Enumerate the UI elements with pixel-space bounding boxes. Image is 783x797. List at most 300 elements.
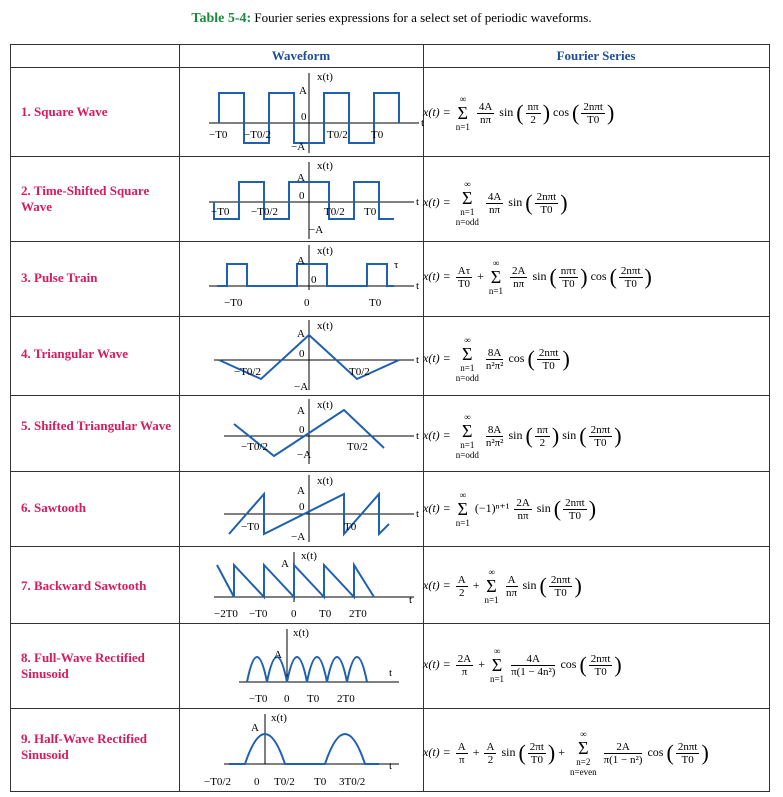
label-A: A [297, 172, 305, 184]
formula-part: ( [525, 423, 533, 448]
label-neg-A: −A [297, 449, 312, 461]
formula-part [506, 574, 518, 599]
formula-part: n=odd [455, 217, 479, 227]
formula-part: n=odd [455, 450, 479, 460]
row-name: 1. Square Wave [21, 104, 108, 119]
fourier-formula [423, 179, 568, 227]
formula-part: n=2 [576, 757, 591, 767]
formula-part: ( [527, 346, 535, 371]
formula-part: T0 [457, 277, 471, 290]
formula-part: x(t) = [423, 500, 451, 515]
label-t: t [416, 280, 420, 292]
formula-part: 2 [539, 436, 546, 449]
formula-part [589, 653, 613, 678]
caption-text: Fourier series expressions for a select set of periodic waveforms. [251, 10, 592, 25]
formula-part: ∞ [580, 729, 587, 739]
formula-part [456, 335, 479, 383]
formula-part: Σ [486, 576, 497, 596]
formula-part [511, 653, 555, 678]
formula-part [456, 94, 470, 132]
formula-part: 2nπt [538, 346, 559, 359]
row-name: 9. Half-Wave Rectified Sinusoid [21, 731, 147, 762]
formula-part: sin [499, 104, 514, 119]
label-neg-T0: −T0 [241, 521, 260, 533]
waveform-trace [229, 734, 379, 764]
backward-sawtooth-plot [199, 547, 429, 624]
formula-part: ∞ [488, 567, 495, 577]
formula-part: ( [666, 740, 674, 765]
formula-part: ∞ [464, 412, 471, 422]
formula-part [489, 258, 503, 296]
header-waveform: Waveform [271, 48, 331, 63]
waveform-plot [199, 157, 437, 242]
formula-part: nπ [517, 509, 529, 522]
formula-part [456, 265, 472, 290]
formula-part: Σ [462, 421, 473, 441]
half-wave-rectified-plot [199, 709, 429, 793]
fourier-formula [423, 567, 582, 605]
formula-part: A [457, 573, 466, 586]
label-T0-half: T0/2 [274, 776, 295, 788]
label-t: t [416, 354, 420, 366]
formula-part: x(t) = [423, 744, 451, 759]
formula-part: n=1 [484, 595, 499, 605]
formula-part: Σ [578, 738, 589, 758]
formula-part: ) [701, 740, 709, 765]
label-neg-A: −A [291, 531, 306, 543]
caption-label: Table 5-4: [191, 11, 252, 26]
formula-part [456, 741, 468, 766]
formula-part: T0 [681, 753, 694, 766]
formula-part: + [478, 656, 485, 671]
formula-part [484, 567, 498, 605]
formula-part: ∞ [459, 490, 466, 500]
waveform-plot [199, 472, 437, 547]
label-t: t [416, 508, 420, 520]
formula-part: x(t) = [423, 194, 451, 209]
label-t: t [389, 760, 393, 772]
formula-part: ∞ [459, 94, 466, 104]
formula-part: n²π² [485, 359, 504, 372]
formula-part: Σ [457, 499, 469, 519]
label-tau: τ [394, 259, 399, 271]
formula-part: sin [522, 577, 537, 592]
label-zero: 0 [284, 693, 290, 705]
formula-part: x(t) = [423, 268, 451, 283]
label-zero: 0 [291, 608, 297, 620]
label-T0-half: T0/2 [327, 129, 348, 141]
formula-part [456, 653, 473, 678]
fourier-formula [423, 490, 596, 528]
label-T0: T0 [319, 608, 332, 620]
formula-part [486, 424, 504, 449]
formula-part: 2A [604, 741, 643, 754]
formula-part: nπ [536, 423, 548, 436]
table-row [11, 471, 769, 547]
formula-part: 2nπt [590, 652, 611, 665]
label-xt: x(t) [271, 712, 287, 724]
label-A: A [297, 405, 305, 417]
formula-part: cos [647, 744, 664, 759]
label-t: t [421, 117, 425, 129]
label-T0: T0 [364, 206, 377, 218]
formula-part [477, 101, 494, 126]
formula-part: Σ [462, 344, 473, 364]
label-xt: x(t) [317, 71, 333, 83]
row-name: 6. Sawtooth [21, 500, 87, 515]
label-A: A [299, 85, 307, 97]
formula-part: nπ [513, 277, 525, 290]
formula-part [490, 646, 504, 684]
label-2T0: 2T0 [337, 693, 355, 705]
label-neg-A: −A [294, 381, 309, 393]
formula-part: ( [579, 652, 587, 677]
formula-part: π(1 − 4n²) [511, 665, 556, 678]
formula-part: x(t) = [423, 577, 451, 592]
formula-part: n=1 [488, 286, 503, 296]
formula-part [484, 741, 496, 766]
formula-part: x(t) = [423, 350, 451, 365]
formula-part: + [472, 577, 480, 592]
row-name: 2. Time-Shifted Square Wave [21, 183, 150, 214]
formula-part: 8A [486, 424, 504, 437]
formula-part: ) [606, 100, 615, 125]
formula-part: sin [508, 194, 523, 209]
formula-part: ) [547, 740, 556, 765]
shifted-triangular-wave-plot [199, 396, 429, 472]
square-wave-plot [199, 68, 429, 157]
formula-part: Σ [491, 655, 503, 675]
label-neg-T0: −T0 [209, 129, 228, 141]
formula-part: T0 [540, 203, 553, 216]
formula-part: 2nπt [536, 190, 557, 203]
waveform-trace [247, 657, 367, 682]
formula-part: x(t) = [423, 427, 451, 442]
label-neg-T0: −T0 [249, 608, 268, 620]
label-xt: x(t) [293, 627, 309, 639]
label-xt: x(t) [317, 399, 333, 411]
formula-part: 8A [486, 347, 504, 360]
label-xt: x(t) [317, 160, 333, 172]
formula-part [549, 574, 573, 599]
formula-part: n=even [570, 767, 597, 777]
fourier-formula [423, 412, 622, 460]
formula-part: sin [501, 744, 516, 759]
formula-part: ) [560, 190, 568, 215]
label-zero: 0 [299, 348, 305, 360]
header-fourier-series: Fourier Series [556, 48, 636, 63]
label-T0-half: T0/2 [324, 206, 345, 218]
formula-part: ∞ [492, 258, 500, 268]
formula-part: 2 [530, 113, 536, 126]
formula-part: Σ [457, 103, 469, 123]
formula-part: sin [532, 268, 547, 283]
fourier-formula [423, 94, 614, 132]
formula-part: 2nπt [565, 496, 585, 509]
table-row [11, 156, 769, 242]
formula-part: ( [518, 740, 526, 765]
fourier-formula [423, 646, 622, 684]
formula-part: ) [542, 100, 551, 125]
label-3T0-half: 3T0/2 [339, 776, 366, 788]
formula-part: n=odd [455, 373, 479, 383]
waveform-plot [199, 242, 437, 317]
formula-part [456, 490, 470, 528]
formula-part: T0 [624, 277, 637, 290]
label-zero-axis: 0 [304, 297, 310, 309]
formula-part: 2nπt [550, 573, 571, 586]
formula-part: n=1 [455, 518, 470, 528]
label-neg-A: −A [309, 224, 324, 236]
formula-part: Σ [490, 267, 502, 287]
formula-part: ) [614, 423, 622, 448]
formula-part: 2A [457, 652, 472, 665]
formula-part: n=1 [455, 122, 470, 132]
formula-part: sin [536, 500, 551, 515]
label-A: A [297, 328, 305, 340]
formula-part: T0 [594, 665, 607, 678]
formula-part: ∞ [493, 646, 501, 656]
pulse-train-plot [199, 242, 429, 317]
formula-part: nπ [480, 113, 492, 126]
table-row [11, 546, 769, 624]
formula-part: ) [562, 346, 570, 371]
formula-part: A [486, 740, 495, 753]
waveform-plot [199, 317, 437, 396]
label-neg-T0-half: −T0/2 [244, 129, 271, 141]
formula-part [486, 347, 504, 372]
waveform-plot [199, 396, 437, 472]
shifted-square-wave-plot [199, 157, 429, 242]
formula-part: cos [508, 350, 525, 365]
formula-part: T0 [554, 586, 567, 599]
label-t: t [416, 430, 420, 442]
formula-part: n=1 [460, 207, 475, 217]
formula-part [559, 265, 578, 290]
label-xt: x(t) [317, 320, 333, 332]
label-T0: T0 [314, 776, 327, 788]
formula-part: 2nπt [583, 100, 603, 113]
formula-part: T0 [530, 753, 543, 766]
label-xt: x(t) [317, 245, 333, 257]
formula-part: n=1 [460, 440, 475, 450]
label-T0: T0 [307, 693, 320, 705]
formula-part: T0 [562, 277, 575, 290]
table-row [11, 708, 769, 793]
formula-part: 4A [478, 100, 493, 113]
formula-part: cos [590, 268, 607, 283]
formula-part: + [472, 744, 480, 759]
formula-part: x(t) = [423, 104, 451, 119]
table-row [11, 67, 769, 157]
label-neg-T0-half: −T0/2 [251, 206, 278, 218]
waveform-trace [217, 565, 374, 597]
formula-part: T0 [587, 113, 600, 126]
label-T0-half: T0/2 [349, 366, 370, 378]
formula-part [535, 424, 550, 449]
formula-part: ( [549, 264, 557, 289]
row-name: 3. Pulse Train [21, 270, 98, 285]
formula-part: ( [572, 100, 580, 125]
formula-part: (−1)ⁿ⁺¹ [474, 500, 510, 515]
formula-part: A [457, 740, 466, 753]
label-zero: 0 [254, 776, 260, 788]
formula-part [526, 101, 541, 126]
formula-part: 4A [511, 653, 555, 666]
formula-part: nπ [489, 203, 501, 216]
waveform-plot [199, 547, 437, 624]
formula-part: cos [560, 656, 577, 671]
formula-part: ) [551, 423, 560, 448]
formula-part: ( [553, 496, 562, 521]
label-A: A [251, 722, 259, 734]
formula-part: sin [562, 427, 577, 442]
label-zero: 0 [299, 424, 305, 436]
fourier-formula [423, 335, 570, 383]
formula-part [589, 424, 613, 449]
label-neg-2T0: −2T0 [214, 608, 238, 620]
table-caption [0, 10, 783, 27]
sawtooth-plot [199, 472, 429, 547]
label-neg-T0-half: −T0/2 [204, 776, 231, 788]
formula-part [514, 497, 531, 522]
formula-part: n=1 [460, 363, 475, 373]
label-zero: 0 [301, 111, 307, 123]
formula-part: A [507, 573, 516, 586]
formula-part [456, 574, 468, 599]
formula-part: ( [516, 100, 524, 125]
formula-part: Σ [462, 188, 473, 208]
label-zero: 0 [311, 274, 317, 286]
formula-part: 2A [516, 496, 530, 509]
formula-part: n²π² [485, 436, 504, 449]
label-xt: x(t) [301, 550, 317, 562]
formula-part: 2πt [529, 740, 544, 753]
formula-part: ) [644, 264, 652, 289]
waveform-plot [199, 709, 437, 793]
label-T0-half: T0/2 [347, 441, 368, 453]
label-T0: T0 [344, 521, 357, 533]
label-t: t [416, 196, 420, 208]
formula-part: nπτ [560, 264, 577, 277]
table-row [11, 241, 769, 317]
label-neg-T0-half: −T0/2 [234, 366, 261, 378]
formula-part: 2nπt [590, 423, 611, 436]
formula-part: sin [508, 427, 523, 442]
label-T0: T0 [369, 297, 382, 309]
full-wave-rectified-plot [199, 624, 429, 709]
label-neg-T0: −T0 [224, 297, 243, 309]
label-T0: T0 [371, 129, 384, 141]
formula-part [581, 101, 605, 126]
formula-part: + [558, 744, 566, 759]
formula-part: 4A [487, 190, 502, 203]
row-name: 7. Backward Sawtooth [21, 578, 147, 593]
label-xt: x(t) [317, 475, 333, 487]
formula-part: ∞ [464, 179, 471, 189]
formula-part: T0 [594, 436, 607, 449]
triangular-wave-plot [199, 317, 429, 396]
formula-part: x(t) = [423, 656, 451, 671]
formula-part: ( [525, 190, 533, 215]
waveform-plot [199, 68, 437, 157]
formula-part: ) [580, 264, 588, 289]
waveform-plot [199, 624, 437, 709]
label-A: A [281, 558, 289, 570]
formula-part [619, 265, 643, 290]
formula-part: π [458, 753, 465, 766]
label-2T0: 2T0 [349, 608, 367, 620]
formula-part: nπ [506, 586, 518, 599]
formula-part: + [477, 268, 484, 283]
fourier-table [10, 44, 770, 792]
formula-part [676, 741, 700, 766]
formula-part: ( [579, 423, 587, 448]
formula-part: T0 [568, 509, 582, 522]
waveform-trace [217, 264, 394, 286]
formula-part [528, 741, 546, 766]
formula-part [456, 179, 479, 227]
label-A: A [297, 485, 305, 497]
formula-part [604, 741, 643, 766]
row-name: 4. Triangular Wave [21, 346, 129, 361]
label-t: t [389, 667, 393, 679]
formula-part: T0 [542, 359, 555, 372]
formula-part: ( [609, 264, 617, 289]
label-zero: 0 [299, 501, 305, 513]
formula-part: 2nπt [677, 740, 698, 753]
label-neg-T0-half: −T0/2 [241, 441, 268, 453]
table-row [11, 316, 769, 396]
formula-part: 2A [511, 264, 526, 277]
formula-part [486, 191, 503, 216]
formula-part: ∞ [464, 335, 471, 345]
formula-part [537, 347, 561, 372]
table-row [11, 623, 769, 709]
fourier-formula [423, 258, 652, 296]
formula-part: ) [588, 496, 597, 521]
label-A: A [297, 255, 305, 267]
formula-part: 2 [458, 586, 465, 599]
formula-part: cos [553, 104, 570, 119]
formula-part: n=1 [489, 674, 505, 684]
formula-part: ) [614, 652, 622, 677]
label-neg-T0: −T0 [211, 206, 230, 218]
formula-part [563, 497, 587, 522]
table-row [11, 395, 769, 472]
label-zero: 0 [299, 190, 305, 202]
formula-part: ( [539, 573, 547, 598]
row-name: 5. Shifted Triangular Wave [21, 418, 172, 433]
label-neg-A: −A [291, 141, 306, 153]
formula-part: π [461, 665, 468, 678]
label-neg-T0: −T0 [249, 693, 268, 705]
formula-part: π(1 − n²) [603, 753, 643, 766]
formula-part: ) [574, 573, 582, 598]
label-A: A [274, 649, 282, 661]
formula-part: nπ [527, 100, 539, 113]
formula-part [570, 729, 597, 777]
fourier-formula [423, 729, 709, 777]
formula-part: 2nπt [620, 264, 641, 277]
formula-part: Aτ [457, 264, 471, 277]
formula-part [456, 412, 479, 460]
label-t: t [409, 594, 413, 606]
formula-part [510, 265, 527, 290]
formula-part [535, 191, 559, 216]
formula-part: 2 [487, 753, 494, 766]
row-name: 8. Full-Wave Rectified Sinusoid [21, 650, 145, 681]
